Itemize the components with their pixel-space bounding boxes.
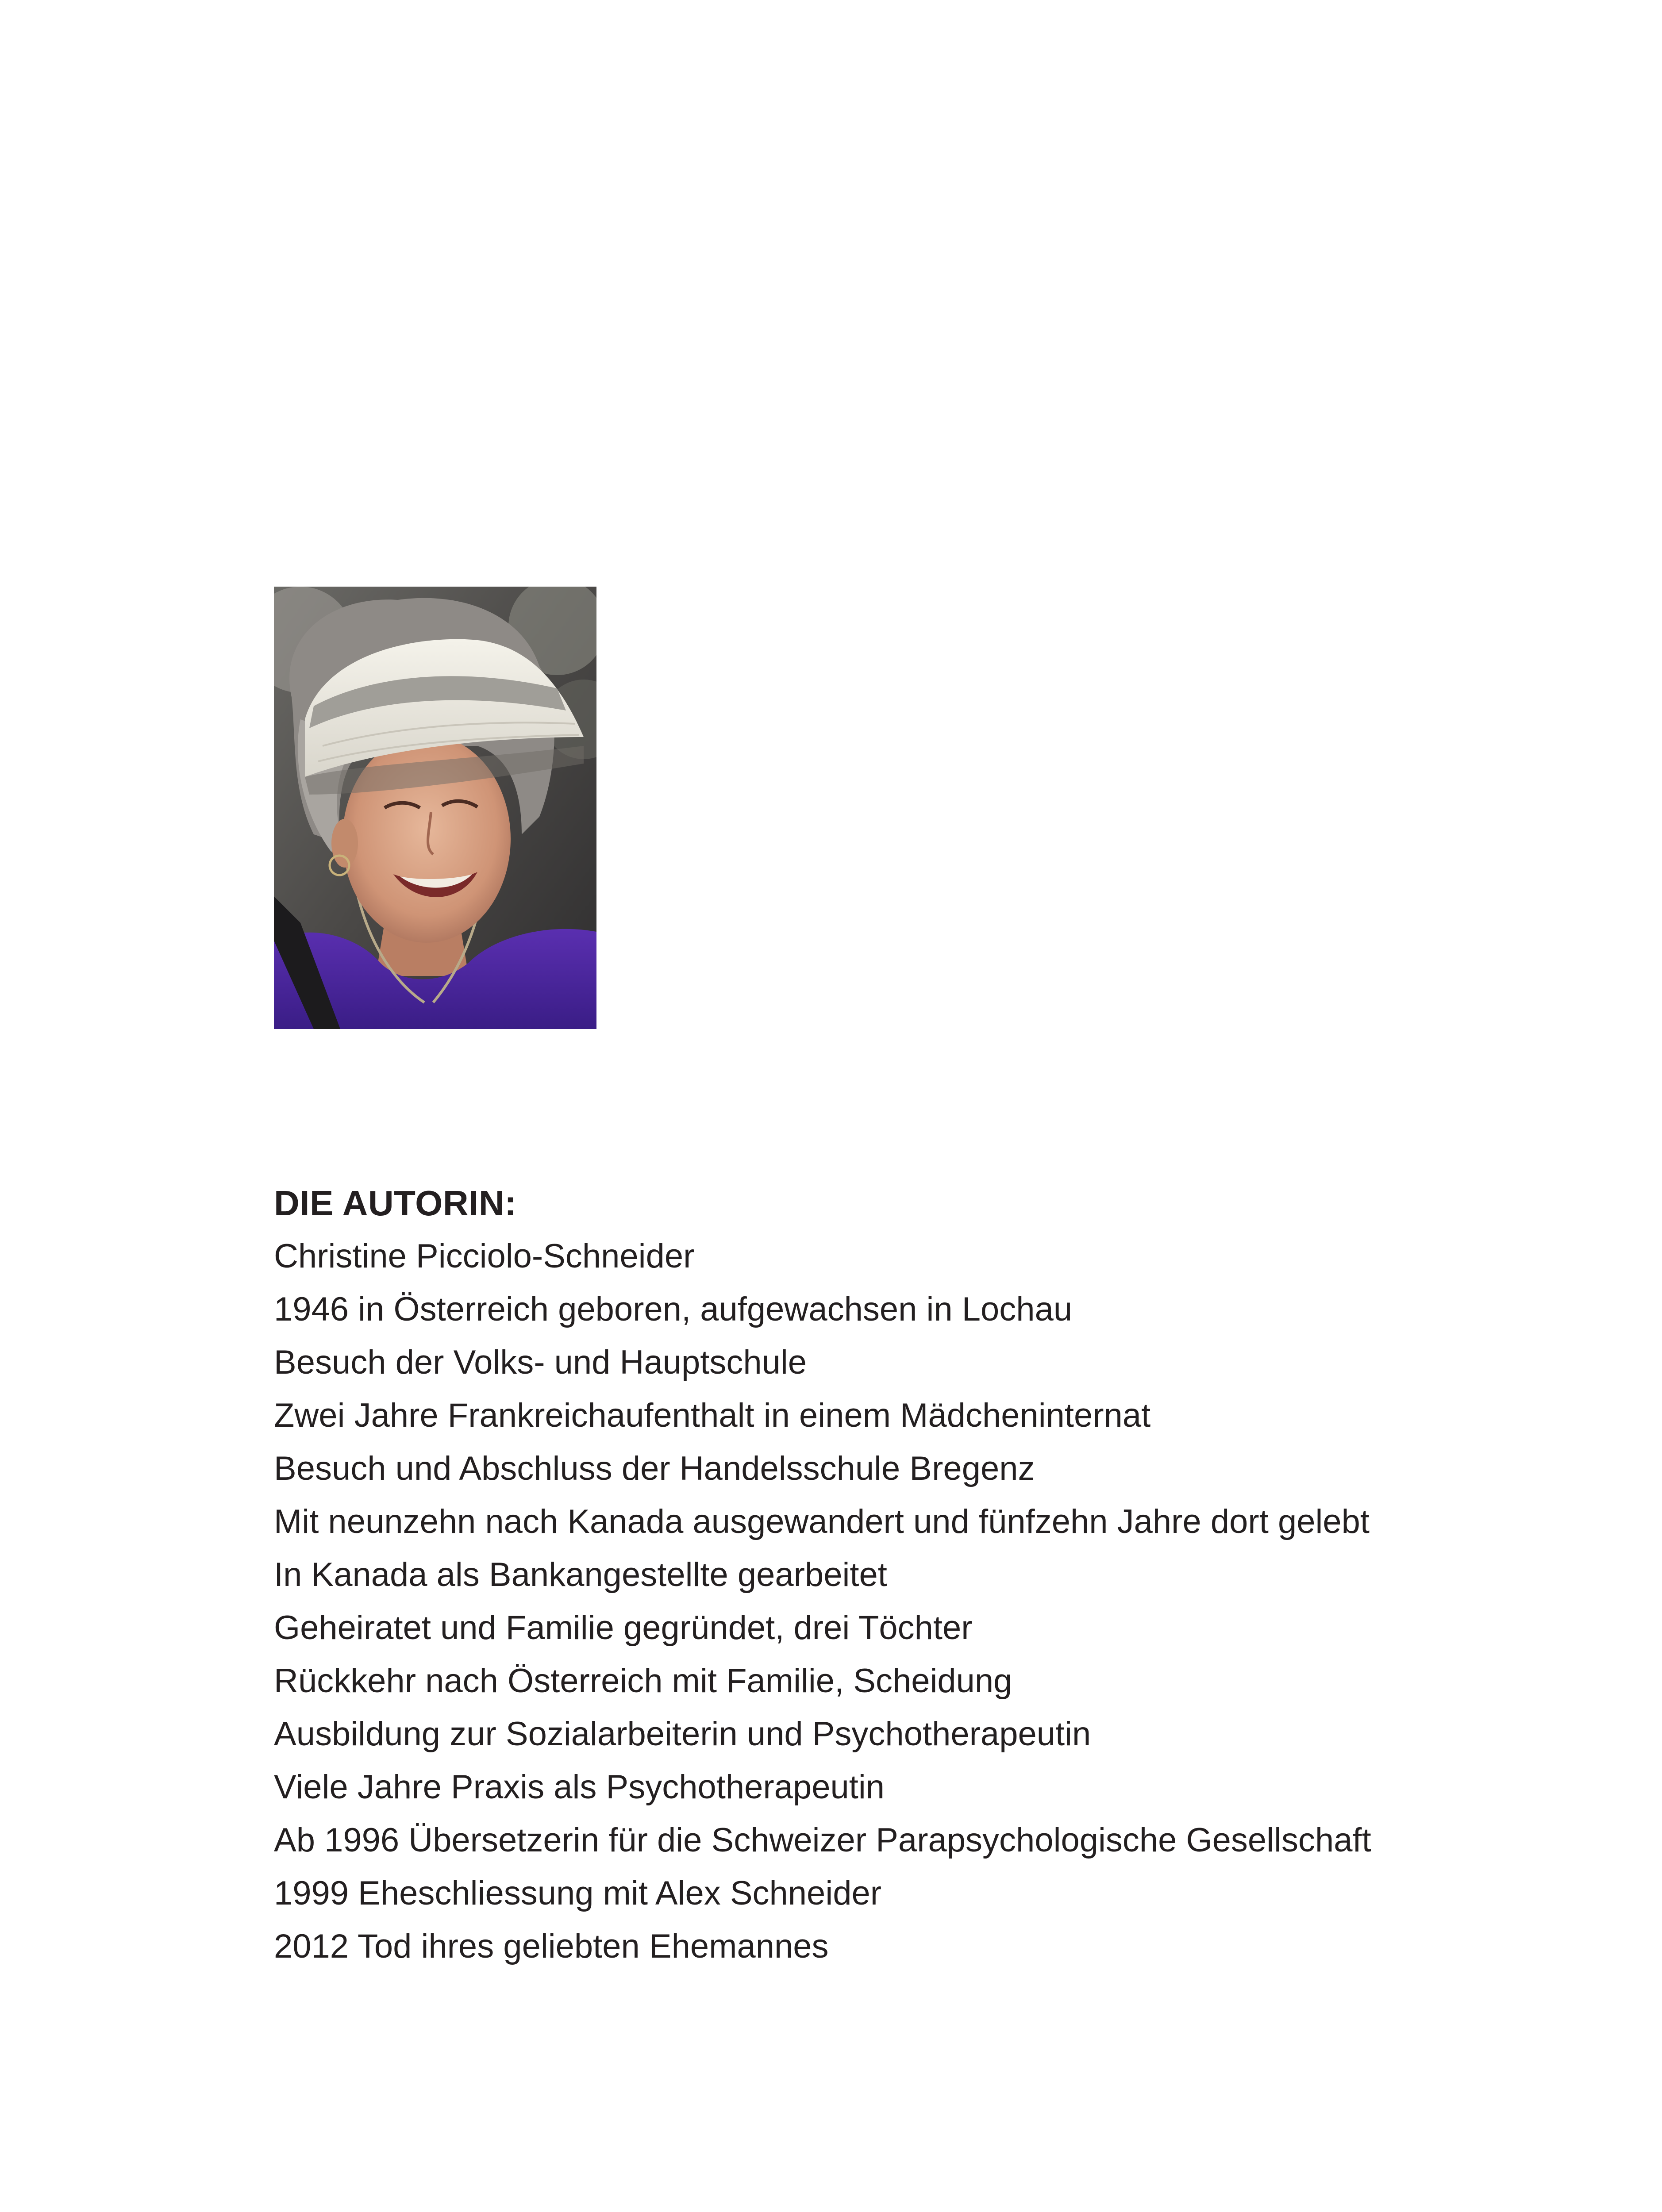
bio-line: Viele Jahre Praxis als Psychotherapeutin — [274, 1768, 885, 1806]
bio-line: In Kanada als Bankangestellte gearbeitet — [274, 1556, 887, 1594]
bio-line: Christine Picciolo-Schneider — [274, 1237, 695, 1275]
bio-line: Rückkehr nach Österreich mit Familie, Scheidung — [274, 1662, 1012, 1700]
bio-line: 1946 in Österreich geboren, aufgewachsen in Lochau — [274, 1290, 1073, 1328]
author-photo — [274, 587, 596, 1029]
author-bio — [274, 1177, 1601, 1973]
bio-line: Besuch der Volks- und Hauptschule — [274, 1344, 807, 1381]
bio-line: Mit neunzehn nach Kanada ausgewandert und fünfzehn Jahre dort gelebt — [274, 1503, 1370, 1540]
bio-line: 1999 Eheschliessung mit Alex Schneider — [274, 1874, 882, 1912]
author-portrait-icon — [274, 587, 596, 1029]
bio-list — [274, 1230, 1601, 1973]
bio-line: Ab 1996 Übersetzerin für die Schweizer Parapsychologische Gesellschaft — [274, 1821, 1371, 1859]
bio-line: Zwei Jahre Frankreichaufenthalt in einem Mädcheninternat — [274, 1397, 1151, 1434]
bio-heading: DIE AUTORIN: — [274, 1183, 517, 1223]
bio-line: 2012 Tod ihres geliebten Ehemannes — [274, 1928, 829, 1965]
bio-line: Geheiratet und Familie gegründet, drei Töchter — [274, 1609, 973, 1647]
bio-line: Besuch und Abschluss der Handelsschule Bregenz — [274, 1450, 1035, 1487]
bio-line: Ausbildung zur Sozialarbeiterin und Psychotherapeutin — [274, 1715, 1091, 1753]
